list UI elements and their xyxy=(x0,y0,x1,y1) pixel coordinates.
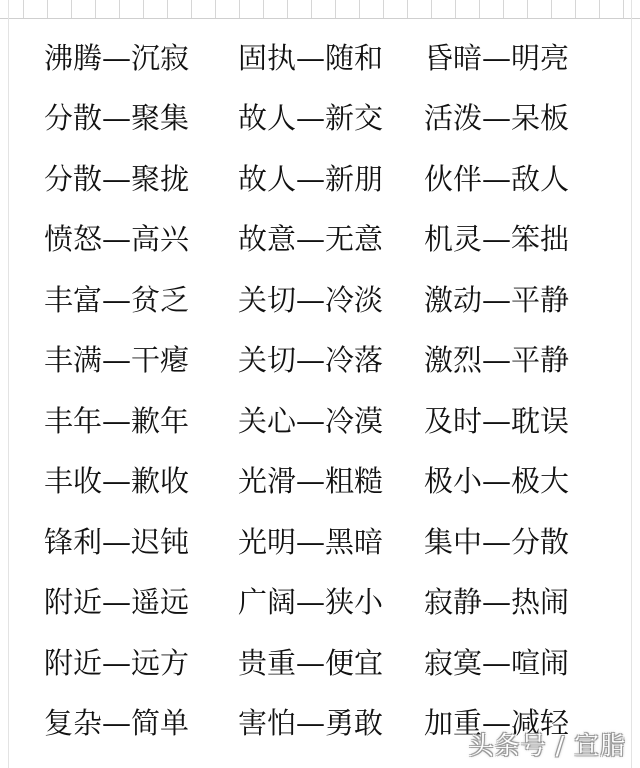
antonym-pair: 集中—分散 xyxy=(424,524,570,559)
antonym-pair: 寂静—热闹 xyxy=(424,585,570,620)
antonym-pair: 固执—随和 xyxy=(238,40,384,75)
antonym-pair: 贵重—便宜 xyxy=(238,645,384,680)
antonym-pair: 机灵—笨拙 xyxy=(424,222,570,257)
source-watermark: 头条号 / 宣脂 xyxy=(468,731,626,760)
antonym-pair: 锋利—迟钝 xyxy=(44,524,190,559)
antonym-pair: 分散—聚集 xyxy=(44,101,190,136)
antonym-pair: 光明—黑暗 xyxy=(238,524,384,559)
antonym-pair: 加重—减轻 xyxy=(424,706,570,741)
antonym-pair: 活泼—呆板 xyxy=(424,101,570,136)
antonym-pair: 极小—极大 xyxy=(424,464,570,499)
antonym-pairs-grid xyxy=(44,28,604,754)
right-margin-line xyxy=(631,0,632,768)
left-margin-line xyxy=(8,0,9,768)
antonym-pair: 附近—远方 xyxy=(44,645,190,680)
antonym-pair: 害怕—勇敢 xyxy=(238,706,384,741)
antonym-pair: 寂寞—喧闹 xyxy=(424,645,570,680)
antonym-pair: 故意—无意 xyxy=(238,222,384,257)
antonym-pair: 关心—冷漠 xyxy=(238,403,384,438)
antonym-pair: 附近—遥远 xyxy=(44,585,190,620)
antonym-pair: 沸腾—沉寂 xyxy=(44,40,190,75)
antonym-pair: 愤怒—高兴 xyxy=(44,222,190,257)
antonym-pair: 分散—聚拢 xyxy=(44,161,190,196)
antonym-pair: 故人—新交 xyxy=(238,101,384,136)
antonym-pair: 激烈—平静 xyxy=(424,343,570,378)
antonym-pair: 丰富—贫乏 xyxy=(44,282,190,317)
antonym-pair: 光滑—粗糙 xyxy=(238,464,384,499)
antonym-pair: 及时—耽误 xyxy=(424,403,570,438)
antonym-pair: 丰年—歉年 xyxy=(44,403,190,438)
antonym-pair: 广阔—狭小 xyxy=(238,585,384,620)
antonym-pair: 关切—冷落 xyxy=(238,343,384,378)
antonym-pair: 关切—冷淡 xyxy=(238,282,384,317)
antonym-pair: 丰满—干瘪 xyxy=(44,343,190,378)
top-ruled-border xyxy=(0,0,640,19)
antonym-pair: 复杂—简单 xyxy=(44,706,190,741)
antonym-pair: 昏暗—明亮 xyxy=(424,40,570,75)
antonym-pair: 丰收—歉收 xyxy=(44,464,190,499)
antonym-pair: 故人—新朋 xyxy=(238,161,384,196)
antonym-pair: 激动—平静 xyxy=(424,282,570,317)
antonym-pair: 伙伴—敌人 xyxy=(424,161,570,196)
